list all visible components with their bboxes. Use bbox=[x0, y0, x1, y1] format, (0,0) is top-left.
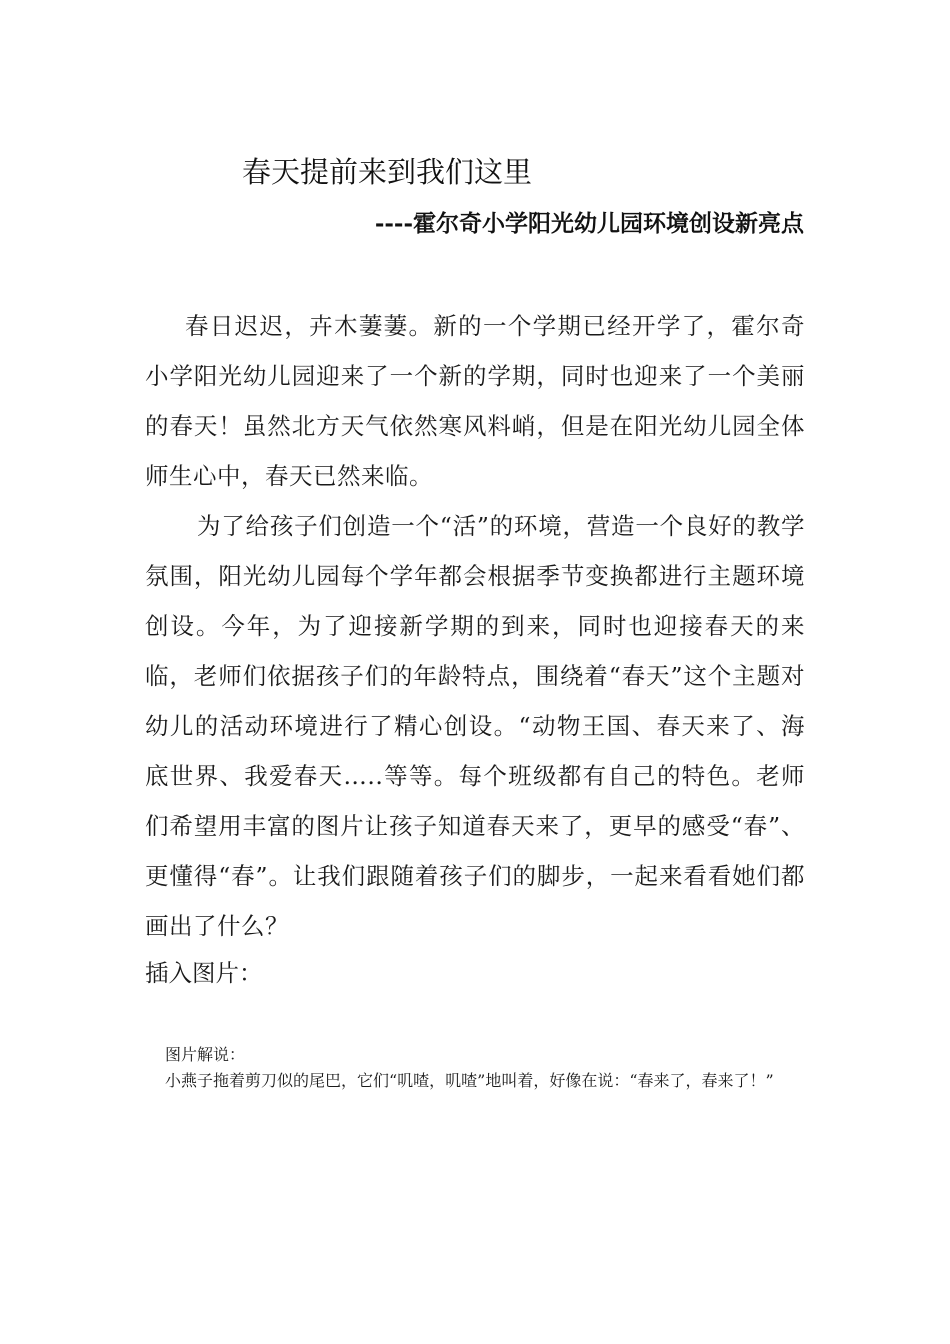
paragraph-1: 春日迟迟，卉木萋萋。新的一个学期已经开学了，霍尔奇小学阳光幼儿园迎来了一个新的学期，同时也迎来了一个美丽的春天！虽然北方天气依然寒风料峭，但是在阳光幼儿园全体师生心中，春天已然来临。 bbox=[145, 312, 805, 490]
paragraph-2: 为了给孩子们创造一个“活”的环境，营造一个良好的教学氛围，阳光幼儿园每个学年都会根据季节变换都进行主题环境创设。今年，为了迎接新学期的到来，同时也迎接春天的来临，老师们依据孩子们的年龄特点，围绕着“春天”这个主题对幼儿的活动环境进行了精心创设。“动物王国、春天来了、海底世界、我爱春天…..等等。每个班级都有自己的特色。老师们希望用丰富的图片让孩子知道春天来了，更早的感受“春”、更懂得“春”。让我们跟随着孩子们的脚步，一起来看看她们都画出了什么？ bbox=[145, 512, 805, 940]
page-title: 春天提前来到我们这里 bbox=[242, 155, 533, 189]
insert-image-label: 插入图片： bbox=[145, 959, 263, 987]
caption-text: 小燕子拖着剪刀似的尾巴，它们“叽喳，叽喳”地叫着，好像在说：“春来了，春来了！” bbox=[165, 1071, 774, 1090]
article-body bbox=[145, 301, 805, 951]
caption-title: 图片解说： bbox=[165, 1045, 246, 1064]
page-subtitle: ----霍尔奇小学阳光幼儿园环境创设新亮点 bbox=[374, 210, 804, 237]
